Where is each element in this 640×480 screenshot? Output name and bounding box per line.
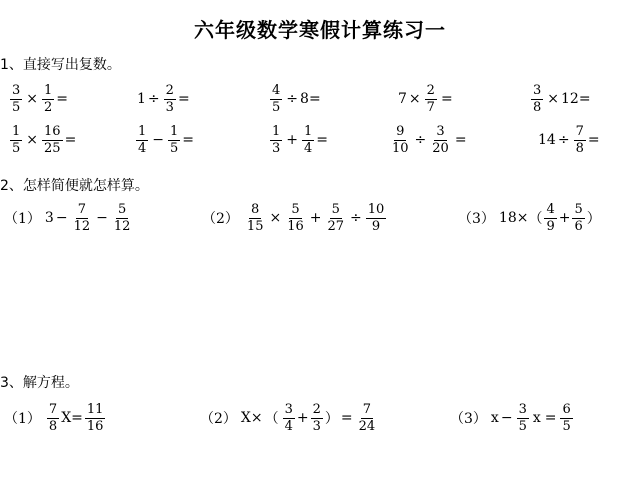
math-text: ）: [586, 211, 601, 228]
math-text: 5: [331, 202, 340, 217]
math-text: X: [61, 410, 72, 427]
math-text: ×: [547, 91, 560, 108]
problem-1-10: [538, 125, 600, 155]
math-text: =: [587, 132, 600, 149]
math-text: +: [309, 210, 322, 227]
math-text: 3: [518, 402, 527, 417]
fraction: [390, 125, 411, 155]
math-text: ×: [408, 91, 421, 108]
math-text: 16: [44, 124, 61, 139]
problem-1-6: [8, 125, 76, 155]
math-text: =: [308, 91, 321, 108]
math-text: −: [96, 210, 108, 227]
math-text: ÷: [414, 132, 427, 149]
math-text: 3: [44, 210, 54, 227]
problem-2-3: [458, 203, 601, 233]
fraction: [47, 403, 59, 433]
fraction: [10, 125, 22, 155]
fraction: [574, 125, 586, 155]
math-text: 10: [392, 140, 409, 156]
math-text: （2）: [200, 411, 237, 428]
fraction: [517, 403, 529, 433]
fraction: [283, 403, 295, 433]
problem-1-2: [137, 84, 190, 114]
math-text: 5: [12, 140, 21, 156]
math-text: 8: [533, 99, 542, 115]
math-text: （2）: [202, 211, 239, 228]
math-text: 5: [562, 418, 571, 434]
problem-3-1: [4, 403, 107, 433]
math-text: 5: [117, 202, 127, 217]
math-text: 4: [272, 83, 281, 98]
math-text: =: [56, 91, 69, 108]
math-text: 5: [170, 140, 179, 156]
math-text: −: [55, 210, 68, 227]
math-text: =: [177, 91, 190, 108]
math-text: 3: [533, 83, 542, 98]
math-text: 20: [432, 140, 449, 156]
math-text: 7: [362, 402, 372, 417]
problem-2-1: [4, 203, 134, 233]
math-text: 3: [436, 124, 445, 139]
math-text: ×: [26, 91, 39, 108]
math-text: 8: [251, 202, 260, 217]
math-text: 1: [44, 83, 53, 98]
math-text: ×: [26, 132, 39, 149]
math-text: 11: [86, 402, 104, 417]
math-text: 2: [165, 83, 174, 98]
math-text: 3: [284, 402, 293, 417]
math-text: 1: [12, 124, 21, 139]
fraction: [531, 84, 543, 114]
math-text: 5: [12, 99, 21, 115]
math-text: （1）: [4, 211, 41, 228]
fraction: [325, 203, 346, 233]
math-text: 4: [138, 140, 147, 156]
math-text: =: [544, 410, 557, 427]
math-text: ×: [269, 210, 282, 227]
problem-2-2: [202, 203, 388, 233]
fraction: [544, 203, 556, 233]
section-3-heading: 3、解方程。: [0, 375, 79, 391]
math-text: 7: [77, 202, 86, 217]
fraction: [168, 125, 180, 155]
math-text: =: [182, 132, 195, 149]
math-text: 9: [546, 218, 555, 234]
math-text: 1: [304, 124, 313, 139]
fraction: [560, 403, 572, 433]
page-title: 六年级数学寒假计算练习一: [194, 18, 446, 42]
problem-1-4: [398, 84, 455, 114]
math-text: x: [490, 410, 499, 427]
problem-3-3: [450, 403, 575, 433]
fraction: [136, 125, 148, 155]
math-text: +: [558, 210, 571, 227]
math-text: x: [532, 410, 541, 427]
math-text: 9: [371, 218, 381, 234]
math-text: （3）: [450, 411, 487, 428]
fraction: [572, 203, 584, 233]
fraction: [311, 403, 323, 433]
math-text: （1）: [4, 411, 41, 428]
math-text: ÷: [557, 132, 570, 149]
section-2-heading: 2、怎样简便就怎样算。: [0, 178, 149, 194]
math-text: 9: [396, 124, 405, 139]
fraction: [357, 403, 378, 433]
section-1-heading: 1、直接写出复数。: [0, 57, 121, 73]
math-text: （3）: [458, 211, 495, 228]
math-text: 5: [574, 202, 583, 217]
fraction: [430, 125, 451, 155]
math-text: 24: [358, 418, 376, 434]
fraction: [112, 203, 133, 233]
math-text: 5: [272, 99, 281, 115]
fraction: [72, 203, 93, 233]
math-text: 16: [86, 418, 104, 434]
math-text: 4: [546, 202, 555, 217]
fraction: [425, 84, 437, 114]
math-text: 8: [48, 418, 58, 434]
math-text: 8: [300, 91, 309, 108]
problem-1-5: [529, 84, 591, 114]
math-text: 3: [165, 99, 174, 115]
math-text: 1: [170, 124, 179, 139]
math-text: 1: [137, 91, 146, 108]
math-text: 5: [291, 202, 300, 217]
math-text: （: [264, 411, 279, 428]
fraction: [245, 203, 266, 233]
problem-1-8: [268, 125, 328, 155]
math-text: 1: [272, 124, 281, 139]
math-text: 2: [44, 99, 53, 115]
math-text: =: [71, 410, 83, 427]
math-text: 7: [48, 402, 58, 417]
math-text: 14: [538, 132, 556, 149]
math-text: 12: [561, 91, 579, 108]
math-text: X×: [240, 410, 263, 427]
math-text: 8: [575, 140, 584, 156]
math-text: =: [454, 132, 467, 149]
math-text: −: [500, 410, 513, 427]
math-text: 18×: [498, 210, 529, 227]
math-text: 12: [113, 218, 131, 234]
fraction: [42, 84, 54, 114]
math-text: =: [64, 132, 77, 149]
math-text: 25: [44, 140, 61, 156]
math-text: ÷: [350, 210, 362, 227]
math-text: 6: [574, 218, 583, 234]
math-text: +: [286, 132, 299, 149]
math-text: 6: [562, 402, 571, 417]
math-text: ）: [324, 411, 339, 428]
fraction: [270, 84, 282, 114]
fraction: [270, 125, 282, 155]
math-text: −: [152, 132, 165, 149]
fraction: [85, 403, 106, 433]
math-text: 5: [518, 418, 527, 434]
math-text: =: [316, 132, 329, 149]
math-text: 7: [426, 99, 435, 115]
math-text: =: [440, 91, 453, 108]
math-text: 16: [287, 218, 304, 234]
math-text: 1: [138, 124, 147, 139]
math-text: 15: [246, 218, 264, 234]
math-text: （: [528, 211, 543, 228]
math-text: 10: [367, 202, 385, 217]
math-text: 4: [304, 140, 313, 156]
fraction: [366, 203, 387, 233]
math-text: 12: [73, 218, 91, 234]
math-text: =: [578, 91, 591, 108]
fraction: [302, 125, 314, 155]
math-text: 7: [575, 124, 584, 139]
math-text: ÷: [147, 91, 160, 108]
math-text: 3: [12, 83, 21, 98]
math-text: 3: [272, 140, 281, 156]
fraction: [10, 84, 22, 114]
math-text: ÷: [286, 91, 299, 108]
math-text: 7: [398, 91, 407, 108]
math-text: 2: [312, 402, 321, 417]
fraction: [42, 125, 63, 155]
problem-1-7: [134, 125, 194, 155]
problem-1-3: [268, 84, 321, 114]
problem-1-1: [8, 84, 68, 114]
math-text: =: [340, 410, 353, 427]
math-text: 2: [426, 83, 435, 98]
problem-3-2: [200, 403, 379, 433]
fraction: [285, 203, 306, 233]
fraction: [164, 84, 176, 114]
problem-1-9: [388, 125, 469, 155]
math-text: 27: [327, 218, 345, 234]
math-text: +: [296, 410, 309, 427]
math-text: 3: [312, 418, 321, 434]
math-text: 4: [284, 418, 293, 434]
